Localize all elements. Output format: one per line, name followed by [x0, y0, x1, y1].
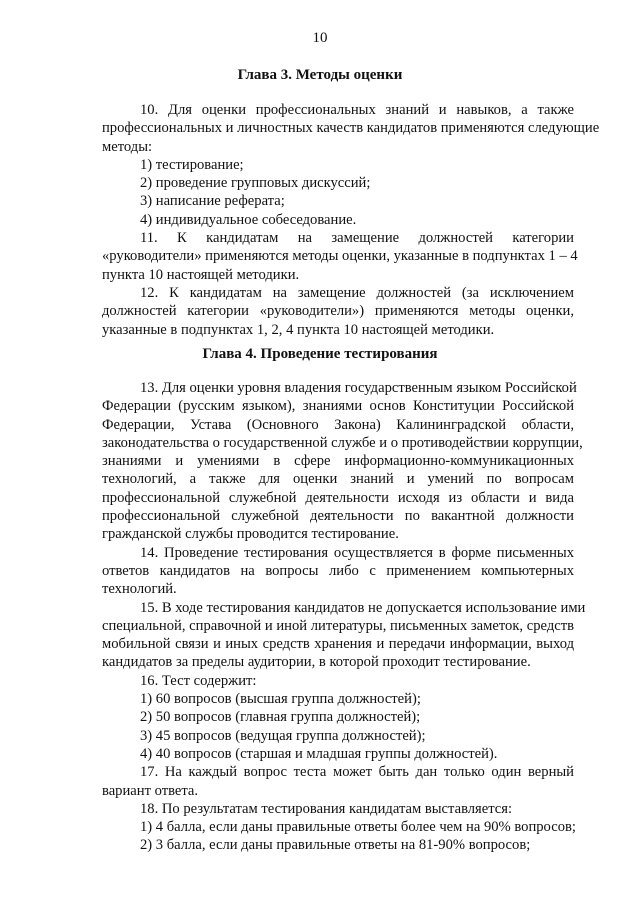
- text-line: ответов кандидатов на вопросы либо с применением компьютерных: [102, 562, 574, 579]
- page-number: 10: [312, 30, 328, 46]
- text-line: Федерации (русским языком), знаниями основ Конституции Российской: [102, 398, 574, 415]
- text-line: технологий.: [102, 581, 177, 598]
- text-line: 1) тестирование;: [140, 156, 244, 173]
- text-line: кандидатов за пределы аудитории, в которой проходит тестирование.: [102, 654, 531, 671]
- text-line: 10. Для оценки профессиональных знаний и навыков, а также: [140, 102, 574, 118]
- text-line: должностей категории «руководители») применяются методы оценки,: [102, 303, 574, 320]
- text-line: 3) 45 вопросов (ведущая группа должностей);: [140, 727, 426, 744]
- text-line: 4) индивидуальное собеседование.: [140, 211, 357, 228]
- text-line: профессиональных и личностных качеств кандидатов применяются следующие: [102, 120, 600, 137]
- text-line: 2) 50 вопросов (главная группа должностей);: [140, 709, 421, 726]
- text-line: пункта 10 настоящей методики.: [102, 266, 300, 283]
- text-line: 4) 40 вопросов (старшая и младшая группы должностей).: [140, 745, 498, 762]
- text-line: 11. К кандидатам на замещение должностей категории: [140, 230, 574, 247]
- text-line: законодательства о государственной службе и о противодействии коррупции,: [102, 434, 583, 451]
- chapter-4-body: [102, 379, 586, 855]
- text-line: 17. На каждый вопрос теста может быть дан только один верный: [140, 764, 574, 781]
- text-line: знаниями и умениями в сфере информационно-коммуникационных: [102, 453, 574, 470]
- text-line: 1) 60 вопросов (высшая группа должностей);: [140, 691, 421, 708]
- text-line: 2) 3 балла, если даны правильные ответы на 81-90% вопросов;: [140, 837, 531, 854]
- text-line: 14. Проведение тестирования осуществляется в форме письменных: [140, 544, 574, 561]
- text-line: 12. К кандидатам на замещение должностей (за исключением: [140, 284, 574, 301]
- text-line: «руководители» применяются методы оценки, указанные в подпунктах 1 – 4: [102, 248, 578, 265]
- text-line: гражданской службы проводится тестирование.: [102, 526, 399, 543]
- text-line: методы:: [102, 138, 153, 155]
- text-line: вариант ответа.: [102, 782, 199, 799]
- text-line: профессиональной служебной деятельности исходя из области и вида: [102, 489, 574, 506]
- chapter-3-body: [102, 101, 600, 339]
- text-line: мобильной связи и иных средств хранения и передачи информации, выход: [102, 636, 574, 653]
- text-line: Федерации, Устава (Основного Закона) Калининградской области,: [102, 416, 574, 433]
- text-line: 16. Тест содержит:: [140, 672, 257, 689]
- text-line: 1) 4 балла, если даны правильные ответы более чем на 90% вопросов;: [140, 819, 576, 836]
- text-line: профессиональной служебной деятельности по вакантной должности: [102, 508, 574, 525]
- text-line: 15. В ходе тестирования кандидатов не допускается использование ими: [140, 599, 586, 616]
- text-line: 2) проведение групповых дискуссий;: [140, 175, 371, 192]
- text-line: указанные в подпунктах 1, 2, 4 пункта 10 настоящей методики.: [102, 321, 495, 338]
- text-line: 18. По результатам тестирования кандидатам выставляется:: [140, 800, 513, 817]
- text-line: специальной, справочной и иной литературы, письменных заметок, средств: [102, 617, 574, 634]
- chapter-4-heading: Глава 4. Проведение тестирования: [202, 346, 438, 362]
- text-line: технологий, а также для оценки знаний и умений по вопросам: [102, 471, 574, 488]
- text-line: 13. Для оценки уровня владения государственным языком Российской: [140, 380, 577, 396]
- chapter-3-heading: Глава 3. Методы оценки: [237, 67, 403, 83]
- text-line: 3) написание реферата;: [140, 193, 285, 210]
